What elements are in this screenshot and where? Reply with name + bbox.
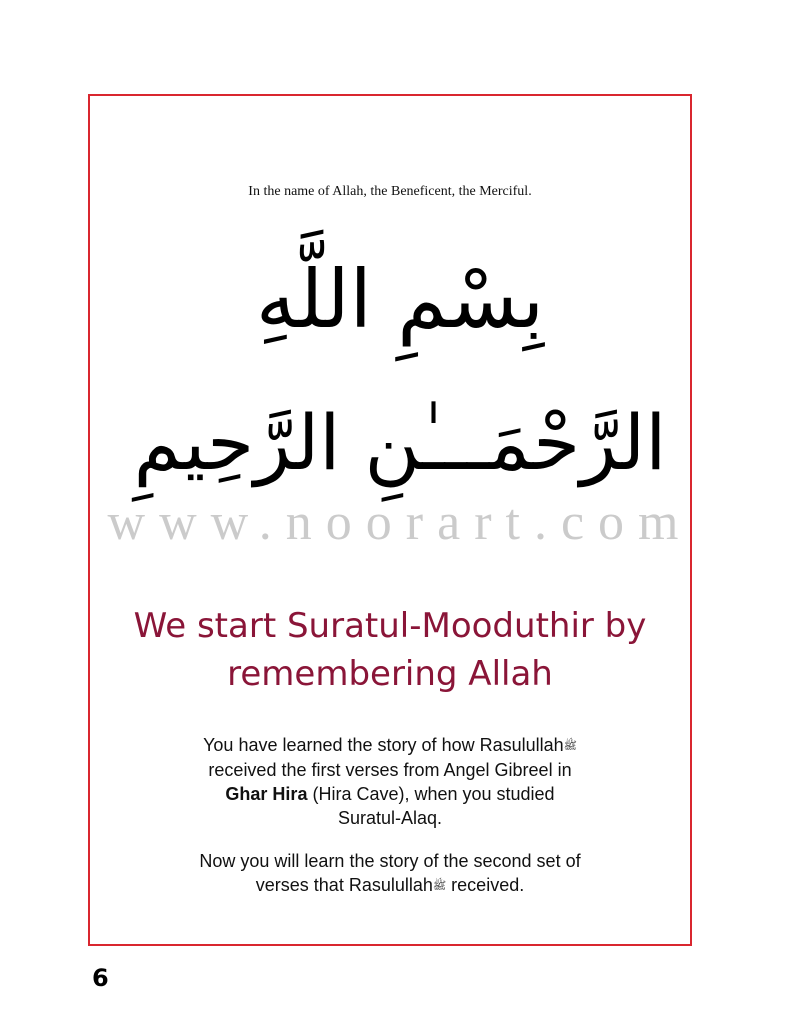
heading-line-1: We start Suratul-Mooduthir by bbox=[133, 606, 647, 646]
paragraph2-line-2-start: verses that Rasulullah bbox=[255, 875, 433, 895]
paragraph1-line-2: received the first verses from Angel Gibreel in bbox=[208, 760, 572, 780]
paragraph1-line-1 bbox=[88, 733, 692, 758]
page-number: 6 bbox=[92, 964, 109, 992]
section-heading bbox=[88, 602, 692, 698]
paragraph2-line-2 bbox=[88, 873, 692, 898]
intro-paragraph bbox=[88, 733, 692, 830]
paragraph1-line-1-text: You have learned the story of how Rasulullah bbox=[203, 735, 564, 755]
heading-line-2: remembering Allah bbox=[227, 654, 553, 694]
salawat-mark: ﷺ bbox=[563, 740, 577, 752]
paragraph1-line-4: Suratul-Alaq. bbox=[337, 808, 443, 828]
paragraph1-line-3-rest: (Hira Cave), when you studied bbox=[307, 784, 555, 804]
salawat-mark: ﷺ bbox=[432, 880, 447, 892]
followup-paragraph bbox=[88, 849, 692, 898]
paragraph2-line-2-end: received. bbox=[446, 875, 525, 895]
bold-term: Ghar Hira bbox=[225, 784, 308, 804]
watermark: www.noorart.com bbox=[107, 494, 693, 551]
paragraph2-line-1: Now you will learn the story of the second set of bbox=[199, 851, 581, 871]
bismillah-arabic-line-2: الرَّحْمَـــٰنِ الرَّحِيمِ bbox=[133, 398, 667, 487]
paragraph1-line-3 bbox=[88, 782, 692, 806]
bismillah-arabic-line-1: بِسْمِ اللَّهِ bbox=[255, 253, 545, 346]
bismillah-translation: In the name of Allah, the Beneficent, the Merciful. bbox=[248, 184, 532, 199]
